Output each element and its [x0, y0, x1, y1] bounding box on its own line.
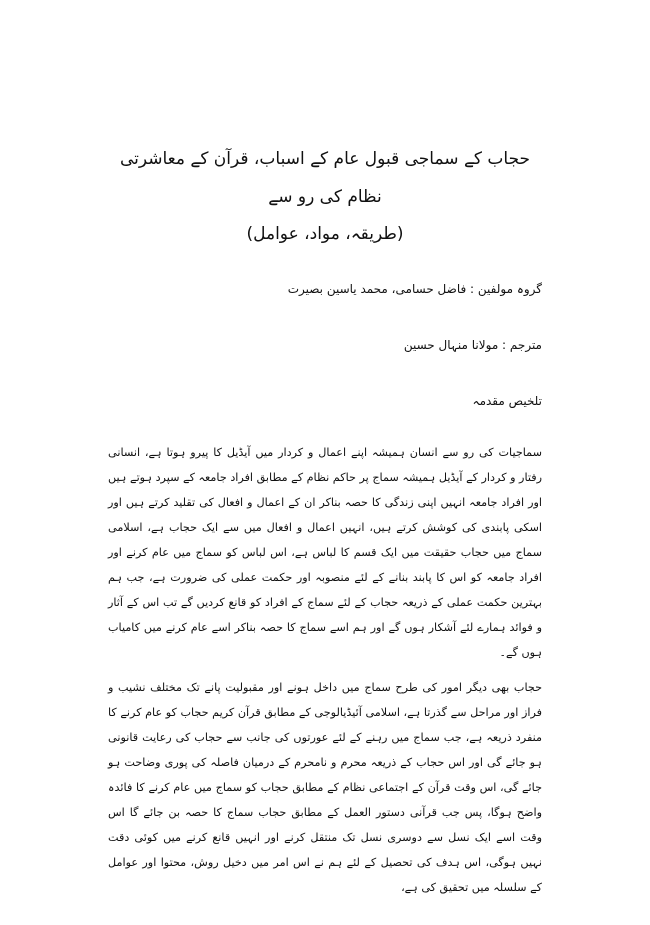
translator-line: مترجم : مولانا منہال حسین [403, 338, 542, 352]
paragraph-2: حجاب بھی دیگر امور کی طرح سماج میں داخل ہونے اور مقبولیت پانے تک مختلف نشیب و فراز اور مراحل سے گذرتا ہے، اسلامی آئیڈیالوجی کے مطابق قرآن کریم حجاب کو عام کرنے کا منفرد ذریعہ ہے، جب سماج میں رہنے کے لئے عورتوں کی جانب سے حجاب کی رعایت قانونی ہو جائے گی اور اس حجاب کے ذریعہ محرم و نامحرم کے درمیان فاصلہ کی پوری وضاحت ہو جائے گی، اس وقت قرآن کے اجتماعی نظام کے مطابق حجاب کو سماج میں عام کرنے کا فائدہ واضح ہوگا، پس جب قرآنی دستور العمل کے مطابق حجاب سماج کا حصہ بن جائے گا اس وقت اسے ایک نسل سے دوسری نسل تک منتقل کرنے اور انہیں قانع کرنے میں کوئی دقت نہیں ہوگی، اس ہدف کی تحصیل کے لئے ہم نے اس امر میں دخیل روش، محتوا اور عوامل کے سلسلہ میں تحقیق کی ہے، [108, 681, 542, 894]
document-subtitle: (طریقہ، مواد، عوامل) [246, 224, 404, 244]
document-title: حجاب کے سماجی قبول عام کے اسباب، قرآن کے معاشرتی نظام کی رو سے [119, 149, 531, 207]
paragraph-1: سماجیات کی رو سے انسان ہمیشہ اپنے اعمال و کردار میں آیڈیل کا پیرو ہوتا ہے، انسانی رفتار و کردار کے آیڈیل ہمیشہ سماج پر حاکم نظام کے مطابق افراد جامعہ کے سپرد ہوتے ہیں اور افراد جامعہ انہیں اپنی زندگی کا حصہ بناکر ان کے اعمال و افعال کی تقلید کرتے ہیں اور اسکی پابندی کی کوشش کرتے ہیں، انہیں اعمال و افعال میں سے ایک حجاب ہے، اسلامی سماج میں حجاب حقیقت میں ایک قسم کا لباس ہے، اس لباس کو سماج میں عام کرنے اور افراد جامعہ کو اس کا پابند بنانے کے لئے منصوبہ اور حکمت عملی کی ضرورت ہے، جب ہم بہترین حکمت عملی کے ذریعہ حجاب کے لئے سماج کے افراد کو قانع کردیں گے تب اس کے آثار و فوائد ہمارے لئے آشکار ہوں گے اور ہم اسے سماج کا حصہ بناکر اسے عام کرنے میں کامیاب ہوں گے۔ [108, 446, 542, 659]
authors-line: گروہ مولفین : فاضل حسامی، محمد یاسین بصیرت [287, 282, 542, 296]
section-heading: تلخیص مقدمہ [472, 394, 542, 408]
